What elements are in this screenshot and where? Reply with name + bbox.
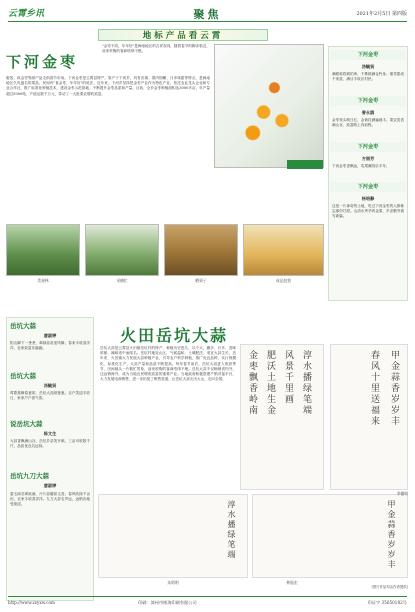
page-banner: 地标产品看云霄	[98, 29, 268, 41]
left-sidebar	[6, 317, 94, 601]
section-title: 聚焦	[193, 8, 222, 21]
calligraphy-panel-4	[252, 494, 408, 578]
left-title-2: 岳坑大蒜	[10, 372, 36, 380]
page-footer	[8, 596, 407, 608]
left-text-3: 大蒜香飘满山谷，岳坑乡亲笑开颜。三亩可收数千斤，品质优良名远扬。	[10, 439, 90, 449]
right-heading-3: 下河金枣	[330, 142, 406, 152]
article1-body: 蜜饯、咸金枣等副产品走俏春节市场。下河金枣是云霄县特产，原产于下河乡，具有皮薄、果肉细嫩、汁多味甜等特点，是闽南地区久负盛名的果品，民间有"食金枣，年年好"的说法。近年来，下河乡坚持把金枣产业作为特色产业，依托农业龙头企业和专业合作社，推广标准化种植技术，建设金枣示范基地，不断提升金枣品质和产量。目前，全乡金枣种植面积达3000多亩，年产量超过5000吨，产值达数千万元，带动了一大批果农增收致富。	[6, 76, 210, 96]
kumquat-photo	[214, 44, 324, 168]
poem-text-1: 满眼谁将琥珀串，千株缀满金铃身。蜜枣甜成千家富，满目丰收乐村民。	[332, 72, 404, 82]
photo-drying	[164, 224, 238, 276]
poem-text-3: 下河金枣香飘远，瓜果满园乐丰年。	[332, 164, 390, 168]
left-author-2: 汤毓贤	[43, 383, 57, 388]
right-heading-4: 下河金枣	[330, 182, 406, 192]
left-author-4: 唐淑婷	[43, 483, 57, 488]
credit-li: 李德明	[396, 491, 408, 496]
calligraphy-text-4: 金枣飘香岭南	[247, 350, 257, 416]
footer-printer: 印刷：漳州市彬海印刷有限公司	[138, 600, 197, 605]
credit-zhu: 朱炳明	[167, 580, 179, 585]
left-author-3: 陈文生	[43, 431, 57, 436]
caption-packaging: 成品包装	[275, 278, 292, 283]
poem-text-4: 这是一片神奇的土地，吃过下河金枣的人都难忘那份甘甜。山清水秀孕育金果，乡亲勤劳谱写新篇。	[332, 204, 404, 219]
credit-lin-zhenhong: 林振宏	[286, 580, 298, 585]
poem-author-3: 方丽芳	[361, 156, 375, 161]
credit-note: (图片作品均由作者提供)	[371, 585, 408, 589]
photo-harvest	[85, 224, 159, 276]
poem-text-2: 金枣枝头映日红，金黄挂满遍地丰。果农笑语满山谷，致富路上奔前程。	[332, 118, 404, 128]
article2-title: 火田岳坑大蒜	[120, 326, 229, 345]
calligraphy-text-2: 风景千里画	[283, 350, 293, 405]
photo-label-tag	[287, 160, 323, 169]
page-header	[8, 6, 407, 22]
right-heading-1: 下河金枣	[330, 50, 406, 60]
issue-date: 2021年2月5日 第四版	[356, 11, 407, 17]
calligraphy-text-8: 甲金蒜香岁岁丰	[387, 500, 396, 570]
article2-body: 岳坑大蒜是云霄县火田镇岳坑村的特产，种植历史悠久，以个大、瓣多、汁多、香味浓郁、辣味适中而闻名。岳坑村地处山区，气候温和，土壤肥沃，适宜大蒜生长。近年来，火田镇大力发展大蒜种植产业，引导农户科学种植，推广优良品种，实行规模化、标准化生产，大蒜产量和品质不断提高。每年春节前后，岳坑大蒜进入收获季节，田间地头一片繁忙景象，前来收购的客商络绎不绝。岳坑大蒜不仅畅销省内外，还远销海外，成为当地农民增收致富的重要产业。当地政府积极搭建产销对接平台，大力发展电商销售，进一步拓宽了销售渠道，让岳坑大蒜走出大山，走向全国。	[100, 346, 236, 382]
right-sidebar	[328, 46, 408, 301]
footer-url[interactable]: http://www.zzyxw.com	[8, 600, 55, 605]
poem-author-1: 汤毓贤	[361, 64, 375, 69]
left-text-2: 莺歌燕舞春意浓，岳坑大蒜绿葱葱。农户笑迎丰收日，家家户户喜气浓。	[10, 391, 90, 401]
caption-harvest: 采摘忙	[116, 278, 128, 283]
poem-author-2: 曾永鸥	[361, 110, 375, 115]
caption-drying: 晒果子	[195, 278, 207, 283]
calligraphy-text-6: 春风十里送福来	[369, 350, 379, 427]
left-title-3: 说岳坑大蒜	[10, 420, 43, 428]
photo-packaging	[243, 224, 324, 276]
article1-title: 下河金枣	[6, 53, 79, 71]
article1-intro: "金枣不同，年年好"是闽南地区的吉祥祝词，随着春节的脚步临近，前来采购的客商络绎不绝。	[102, 44, 210, 54]
left-title-1: 岳坑大蒜	[10, 322, 36, 330]
footer-price: 印证字 35650182号	[367, 600, 407, 605]
calligraphy-text-5: 甲金蒜香岁岁丰	[389, 350, 399, 427]
newspaper-brand: 云霄乡讯	[8, 9, 45, 19]
calligraphy-text-3: 肥沃土地生金	[265, 350, 275, 416]
left-author-1: 唐淑婷	[43, 333, 57, 338]
left-text-1: 阳山脚下一垄垄，翠绿蒜苗迎风舞，春来丰收喜洋洋，农家致富乐融融。	[10, 341, 90, 351]
right-heading-2: 下河金枣	[330, 96, 406, 106]
calligraphy-text-7: 淳水播绿笔端	[227, 500, 236, 560]
calligraphy-text-1: 淳水播绿笔端	[301, 350, 311, 416]
left-text-4: 碧玉绿茎翠欲滴，片片蒜瓣如玉香。春风吹绿千亩田，农家丰收喜洋洋。九刀大蒜名声远，远销各地受欢迎。	[10, 492, 90, 507]
caption-orchard: 美果林	[37, 278, 49, 283]
left-title-4: 岳坑九刀大蒜	[10, 472, 49, 480]
photo-orchard	[6, 224, 80, 276]
poem-author-4: 杨培静	[361, 196, 375, 201]
